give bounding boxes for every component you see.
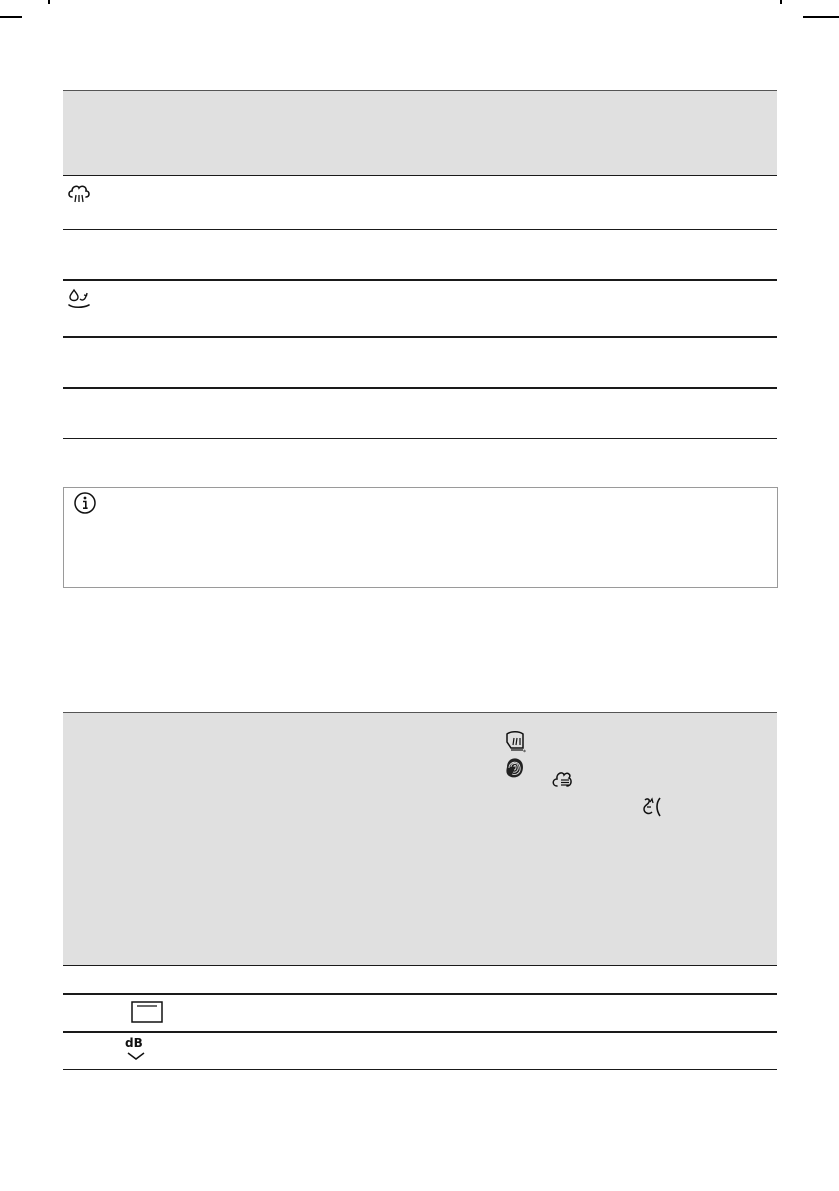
table1-header-top-rule <box>63 90 777 91</box>
table1-row4-rule <box>63 387 777 389</box>
top-right-trim-mark <box>803 16 839 18</box>
table2-bottom-rule <box>63 1069 777 1070</box>
table2-header-top-rule <box>63 712 777 713</box>
steam-fan-icon <box>549 767 575 791</box>
table1-row3-rule <box>63 336 777 338</box>
table2-row1-rule <box>63 993 777 995</box>
table2-header-bottom-rule <box>63 965 777 966</box>
table1-header <box>63 91 777 175</box>
drum-air-icon <box>640 795 670 819</box>
table2-row2-rule <box>63 1031 777 1033</box>
svg-text:*: * <box>523 749 526 754</box>
steam-cloud-icon <box>66 183 92 205</box>
table1-row1-rule <box>63 229 777 230</box>
fingerprint-icon <box>503 755 527 781</box>
top-left-trim-mark <box>0 16 22 18</box>
info-circle-icon <box>73 491 97 515</box>
top-left-trim-mark-vertical <box>48 0 50 4</box>
water-drop-wave-icon <box>66 287 92 311</box>
table1-bottom-rule <box>63 438 777 439</box>
tablet-pouring-icon <box>503 728 529 754</box>
drum-window-icon <box>130 1000 164 1024</box>
table1-row2-rule <box>63 279 777 281</box>
table2-header <box>63 713 777 965</box>
top-right-trim-mark-vertical <box>780 0 782 4</box>
info-note-box <box>63 487 778 588</box>
table1-header-bottom-rule <box>63 175 777 176</box>
decibel-label: dB <box>125 1036 143 1050</box>
decibel-chevron-icon <box>125 1036 147 1064</box>
